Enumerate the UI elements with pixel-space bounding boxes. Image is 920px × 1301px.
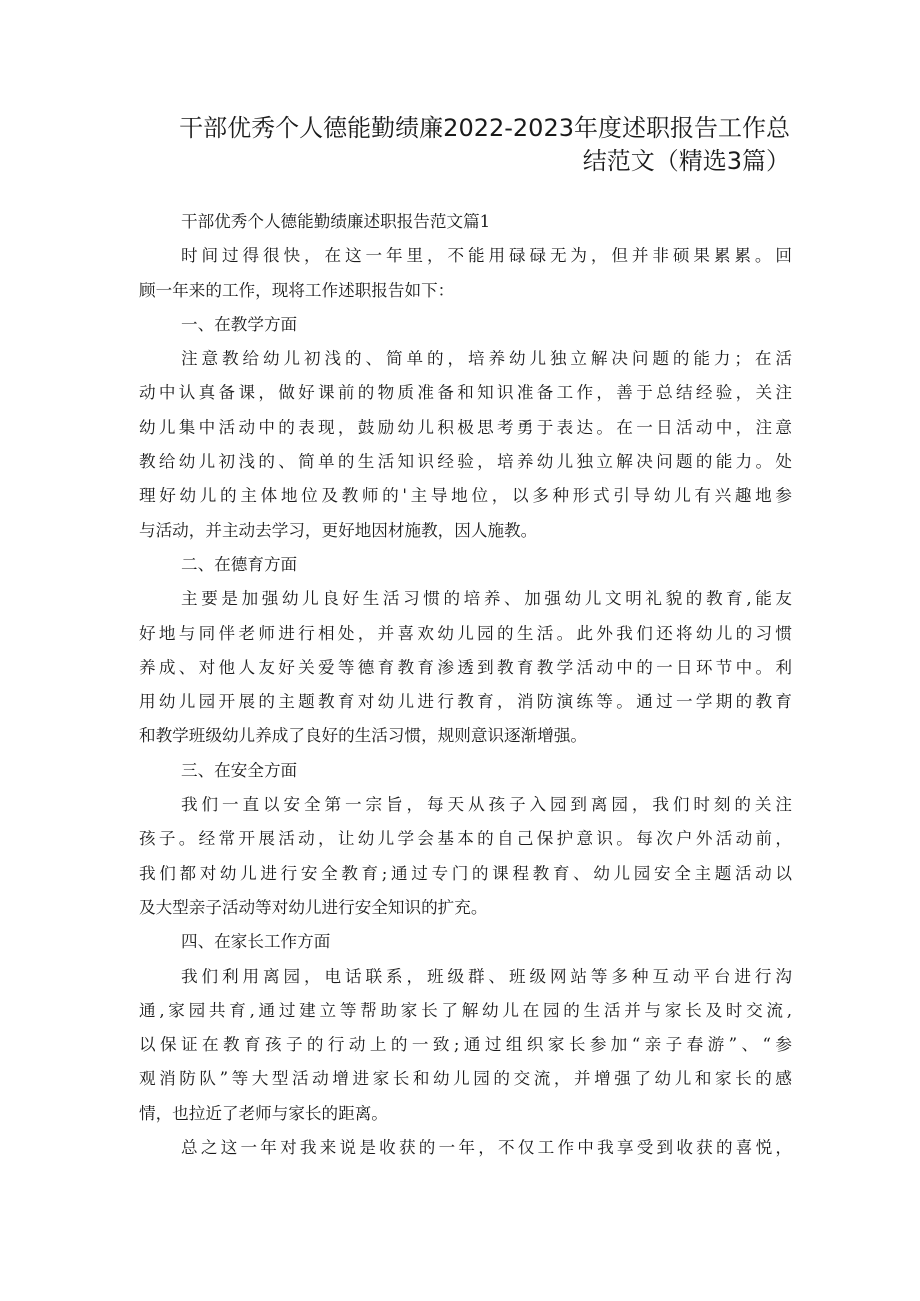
paragraph-line: 时间过得很快，在这一年里，不能用碌碌无为，但并非硕果累累。回 xyxy=(181,246,792,266)
paragraph-line: 观消防队”等大型活动增进家长和幼儿园的交流，并增强了幼儿和家长的感 xyxy=(139,1069,792,1089)
paragraph-line: 我们一直以安全第一宗旨，每天从孩子入园到离园，我们时刻的关注 xyxy=(181,795,792,815)
section-heading: 四、在家长工作方面 xyxy=(181,932,331,952)
paragraph-line: 与活动，并主动去学习，更好地因材施教，因人施教。 xyxy=(139,520,538,540)
document-title-line-1: 干部优秀个人德能勤绩廉2022-2023年度述职报告工作总 xyxy=(179,114,790,142)
paragraph-line: 我们都对幼儿进行安全教育;通过专门的课程教育、幼儿园安全主题活动以 xyxy=(139,863,792,883)
paragraph-line: 主要是加强幼儿良好生活习惯的培养、加强幼儿文明礼貌的教育,能友 xyxy=(181,589,792,609)
paragraph-line: 情，也拉近了老师与家长的距离。 xyxy=(139,1103,388,1123)
paragraph-line: 孩子。经常开展活动，让幼儿学会基本的自己保护意识。每次户外活动前， xyxy=(139,829,792,849)
paragraph-line: 和教学班级幼儿养成了良好的生活习惯，规则意识逐渐增强。 xyxy=(139,726,588,746)
paragraph-line: 以保证在教育孩子的行动上的一致;通过组织家长参加“亲子春游”、“参 xyxy=(139,1035,792,1055)
paragraph-line: 教给幼儿初浅的、简单的生活知识经验，培养幼儿独立解决问题的能力。处 xyxy=(139,452,792,472)
paragraph-line: 幼儿集中活动中的表现，鼓励幼儿积极思考勇于表达。在一日活动中，注意 xyxy=(139,417,792,437)
paragraph-line: 用幼儿园开展的主题教育对幼儿进行教育，消防演练等。通过一学期的教育 xyxy=(139,692,792,712)
paragraph-line: 注意教给幼儿初浅的、简单的，培养幼儿独立解决问题的能力；在活 xyxy=(181,349,792,369)
section-heading: 干部优秀个人德能勤绩廉述职报告范文篇1 xyxy=(181,212,491,231)
document-body xyxy=(139,205,792,1165)
section-heading: 一、在教学方面 xyxy=(181,314,298,334)
paragraph-line: 通,家园共育,通过建立等帮助家长了解幼儿在园的生活并与家长及时交流, xyxy=(139,1000,792,1020)
section-heading: 二、在德育方面 xyxy=(181,554,298,574)
paragraph-line: 理好幼儿的主体地位及教师的'主导地位，以多种形式引导幼儿有兴趣地参 xyxy=(139,486,792,506)
document-title-line-2: 结范文（精选3篇） xyxy=(582,147,790,175)
paragraph-line: 动中认真备课，做好课前的物质准备和知识准备工作，善于总结经验，关注 xyxy=(139,383,792,403)
paragraph-line: 及大型亲子活动等对幼儿进行安全知识的扩充。 xyxy=(139,897,488,917)
paragraph-line: 好地与同伴老师进行相处，并喜欢幼儿园的生活。此外我们还将幼儿的习惯 xyxy=(139,623,792,643)
section-heading: 三、在安全方面 xyxy=(181,760,298,780)
paragraph-line: 顾一年来的工作，现将工作述职报告如下： xyxy=(139,280,455,300)
paragraph-line: 总之这一年对我来说是收获的一年，不仅工作中我享受到收获的喜悦， xyxy=(181,1138,792,1158)
paragraph-line: 我们利用离园，电话联系，班级群、班级网站等多种互动平台进行沟 xyxy=(181,966,792,986)
paragraph-line: 养成、对他人友好关爱等德育教育渗透到教育教学活动中的一日环节中。利 xyxy=(139,657,792,677)
